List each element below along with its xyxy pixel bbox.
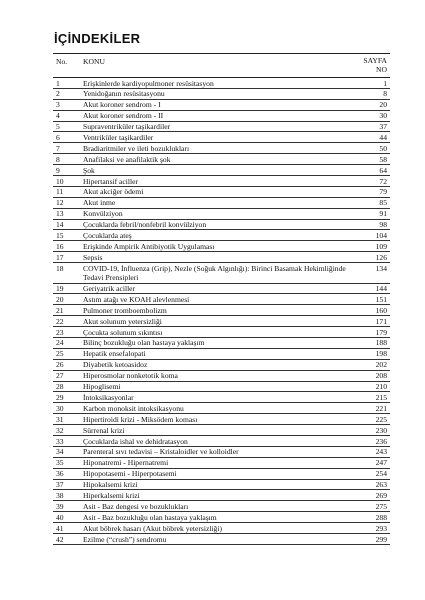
table-row: [53, 392, 390, 403]
row-topic: Hiperkalsemi krizi: [83, 490, 140, 500]
table-row: [53, 294, 390, 305]
row-topic: Çocukta solunum sıkıntısı: [83, 327, 163, 337]
row-topic: Akut akciğer ödemi: [83, 187, 144, 197]
table-row: [53, 209, 390, 220]
table-row: [53, 534, 390, 545]
table-row: [53, 241, 390, 252]
table-row: [53, 305, 390, 316]
row-topic: Çocuklarda ishal ve dehidratasyon: [83, 436, 188, 446]
table-row: [53, 263, 390, 283]
row-page: 198: [375, 349, 387, 359]
table-row: [53, 132, 390, 143]
table-body: [53, 78, 390, 545]
row-topic: Karbon monoksit intoksikasyonu: [83, 403, 184, 413]
row-topic: Hiponatremi - Hipernatremi: [83, 458, 169, 468]
row-number: 15: [56, 230, 64, 240]
table-header: [53, 53, 390, 78]
header-page-line1: SAYFA: [363, 56, 387, 65]
row-topic: Çocuklarda febril/nonfebril konvülziyon: [83, 220, 207, 230]
row-topic: Hepatik ensefalopati: [83, 349, 146, 359]
table-row: [53, 382, 390, 393]
row-page: 179: [375, 327, 387, 337]
row-topic: Supraventriküler taşikardiler: [83, 122, 171, 132]
table-row: [53, 143, 390, 154]
row-page: 50: [379, 143, 387, 153]
row-number: 29: [56, 392, 64, 402]
row-topic: Geriyatrik aciller: [83, 284, 136, 294]
table-row: [53, 230, 390, 241]
row-number: 7: [56, 143, 60, 153]
row-page: 299: [375, 534, 387, 544]
row-page: 254: [375, 469, 387, 479]
header-page-line2: NO: [376, 64, 387, 74]
row-page: 134: [375, 263, 387, 273]
table-row: [53, 327, 390, 338]
row-page: 64: [379, 165, 387, 175]
row-page: 221: [375, 403, 387, 413]
row-page: 20: [379, 100, 387, 110]
row-topic: Konvülziyon: [83, 209, 123, 219]
row-number: 16: [56, 241, 64, 251]
row-number: 21: [56, 305, 64, 315]
table-row: [53, 458, 390, 469]
row-page: 98: [379, 220, 387, 230]
row-page: 243: [375, 447, 387, 457]
table-row: [53, 122, 390, 133]
row-number: 40: [56, 512, 64, 522]
row-page: 210: [375, 382, 387, 392]
row-topic: Parenteral sıvı tedavisi – Kristaloidler ve kolloidler: [83, 447, 239, 457]
row-number: 4: [56, 111, 60, 121]
row-page: 275: [375, 501, 387, 511]
row-topic: Hipertansif aciller: [83, 176, 139, 186]
table-row: [53, 349, 390, 360]
row-page: 72: [379, 176, 387, 186]
row-number: 5: [56, 122, 60, 132]
row-page: 8: [383, 89, 387, 99]
header-page: [363, 57, 387, 74]
table-row: [53, 165, 390, 176]
row-topic: Hipokalsemi krizi: [83, 480, 138, 490]
table-row: [53, 523, 390, 534]
row-number: 31: [56, 414, 64, 424]
row-number: 42: [56, 534, 64, 544]
table-row: [53, 100, 390, 111]
table-row: [53, 403, 390, 414]
row-number: 36: [56, 469, 64, 479]
row-number: 37: [56, 480, 64, 490]
row-topic: Astım atağı ve KOAH alevlenmesi: [83, 294, 190, 304]
row-page: 188: [375, 338, 387, 348]
row-number: 25: [56, 349, 64, 359]
row-page: 269: [375, 490, 387, 500]
row-number: 27: [56, 371, 64, 381]
row-number: 34: [56, 447, 64, 457]
row-topic: Akut inme: [83, 198, 116, 208]
row-number: 35: [56, 458, 64, 468]
row-topic: Erişkinlerde kardiyopulmoner resüsitasyon: [83, 78, 214, 88]
row-topic: Akut koroner sendrom - I: [83, 100, 161, 110]
row-page: 37: [379, 122, 387, 132]
table-row: [53, 154, 390, 165]
row-topic: Asit - Baz bozukluğu olan hastaya yaklaşım: [83, 512, 217, 522]
toc-table: [53, 53, 390, 545]
table-row: [53, 425, 390, 436]
table-row: [53, 447, 390, 458]
table-row: [53, 252, 390, 263]
table-row: [53, 469, 390, 480]
row-topic: Ventriküler taşikardiler: [83, 132, 154, 142]
row-topic: Erişkinde Ampirik Antibiyotik Uygulaması: [83, 241, 215, 251]
row-number: 24: [56, 338, 64, 348]
row-page: 230: [375, 425, 387, 435]
table-row: [53, 360, 390, 371]
row-topic: Sepsis: [83, 252, 103, 262]
row-number: 13: [56, 209, 64, 219]
row-number: 32: [56, 425, 64, 435]
row-topic: Asit - Baz dengesi ve bozuklukları: [83, 501, 189, 511]
row-number: 38: [56, 490, 64, 500]
row-page: 58: [379, 154, 387, 164]
row-topic: COVID-19, İnfluenza (Grip), Nezle (Soğuk Algınlığı): Birinci Basamak Hekimliğinde Tedavi Prensipleri: [83, 263, 346, 282]
row-page: 236: [375, 436, 387, 446]
row-number: 33: [56, 436, 64, 446]
row-page: 30: [379, 111, 387, 121]
row-topic: Anafilaksi ve anafilaktik şok: [83, 154, 171, 164]
row-number: 12: [56, 198, 64, 208]
row-topic: Pulmoner tromboembolizm: [83, 305, 167, 315]
row-topic: Hipoglisemi: [83, 382, 121, 392]
row-number: 14: [56, 220, 64, 230]
row-topic: Akut solunum yetersizliği: [83, 316, 162, 326]
row-number: 2: [56, 89, 60, 99]
row-page: 160: [375, 305, 387, 315]
row-number: 3: [56, 100, 60, 110]
row-topic: Hipertiroidi krizi - Miksödem koması: [83, 414, 198, 424]
row-topic: Hipopotasemi - Hiperpotasemi: [83, 469, 177, 479]
row-topic: Bilinç bozukluğu olan hastaya yaklaşım: [83, 338, 205, 348]
row-topic: Bradiaritmiler ve ileti bozuklukları: [83, 143, 190, 153]
row-page: 104: [375, 230, 387, 240]
header-no: No.: [56, 57, 68, 66]
row-page: 247: [375, 458, 387, 468]
row-page: 79: [379, 187, 387, 197]
row-number: 28: [56, 382, 64, 392]
row-page: 151: [375, 294, 387, 304]
table-row: [53, 89, 390, 100]
table-row: [53, 187, 390, 198]
row-page: 109: [375, 241, 387, 251]
row-number: 10: [56, 176, 64, 186]
row-topic: Çocuklarda ateş: [83, 230, 132, 240]
row-topic: Diyabetik ketoasidoz: [83, 360, 148, 370]
table-row: [53, 111, 390, 122]
row-topic: Yenidoğanın resüsitasyonu: [83, 89, 165, 99]
row-number: 26: [56, 360, 64, 370]
row-number: 17: [56, 252, 64, 262]
row-number: 1: [56, 78, 60, 88]
table-row: [53, 490, 390, 501]
row-topic: Sürrenal krizi: [83, 425, 125, 435]
row-topic: İntoksikasyonlar: [83, 392, 134, 402]
page-title: İÇİNDEKİLER: [54, 31, 141, 46]
row-topic: Akut böbrek hasarı (Akut böbrek yetersizliği): [83, 523, 222, 533]
row-number: 39: [56, 501, 64, 511]
row-page: 208: [375, 371, 387, 381]
row-page: 85: [379, 198, 387, 208]
table-row: [53, 198, 390, 209]
table-row: [53, 501, 390, 512]
row-page: 1: [383, 78, 387, 88]
row-number: 41: [56, 523, 64, 533]
row-page: 215: [375, 392, 387, 402]
table-row: [53, 436, 390, 447]
row-topic: Şok: [83, 165, 95, 175]
row-number: 30: [56, 403, 64, 413]
row-page: 91: [379, 209, 387, 219]
row-number: 8: [56, 154, 60, 164]
header-topic: KONU: [83, 57, 105, 66]
row-page: 144: [375, 284, 387, 294]
row-topic: Akut koroner sendrom - II: [83, 111, 164, 121]
table-row: [53, 316, 390, 327]
row-page: 263: [375, 480, 387, 490]
table-row: [53, 338, 390, 349]
row-number: 19: [56, 284, 64, 294]
row-page: 171: [375, 316, 387, 326]
row-number: 23: [56, 327, 64, 337]
table-row: [53, 512, 390, 523]
row-number: 22: [56, 316, 64, 326]
table-row: [53, 480, 390, 491]
row-topic: Hiperosmolar nonketotik koma: [83, 371, 178, 381]
table-row: [53, 176, 390, 187]
table-row: [53, 414, 390, 425]
row-page: 202: [375, 360, 387, 370]
row-number: 6: [56, 132, 60, 142]
row-topic: Ezilme (“crush”) sendromu: [83, 534, 167, 544]
table-row: [53, 78, 390, 89]
row-number: 9: [56, 165, 60, 175]
table-row: [53, 284, 390, 295]
row-page: 225: [375, 414, 387, 424]
table-row: [53, 371, 390, 382]
row-number: 18: [56, 263, 64, 273]
row-page: 44: [379, 132, 387, 142]
row-number: 11: [56, 187, 64, 197]
row-page: 288: [375, 512, 387, 522]
row-page: 293: [375, 523, 387, 533]
row-page: 126: [375, 252, 387, 262]
table-row: [53, 220, 390, 231]
row-number: 20: [56, 294, 64, 304]
